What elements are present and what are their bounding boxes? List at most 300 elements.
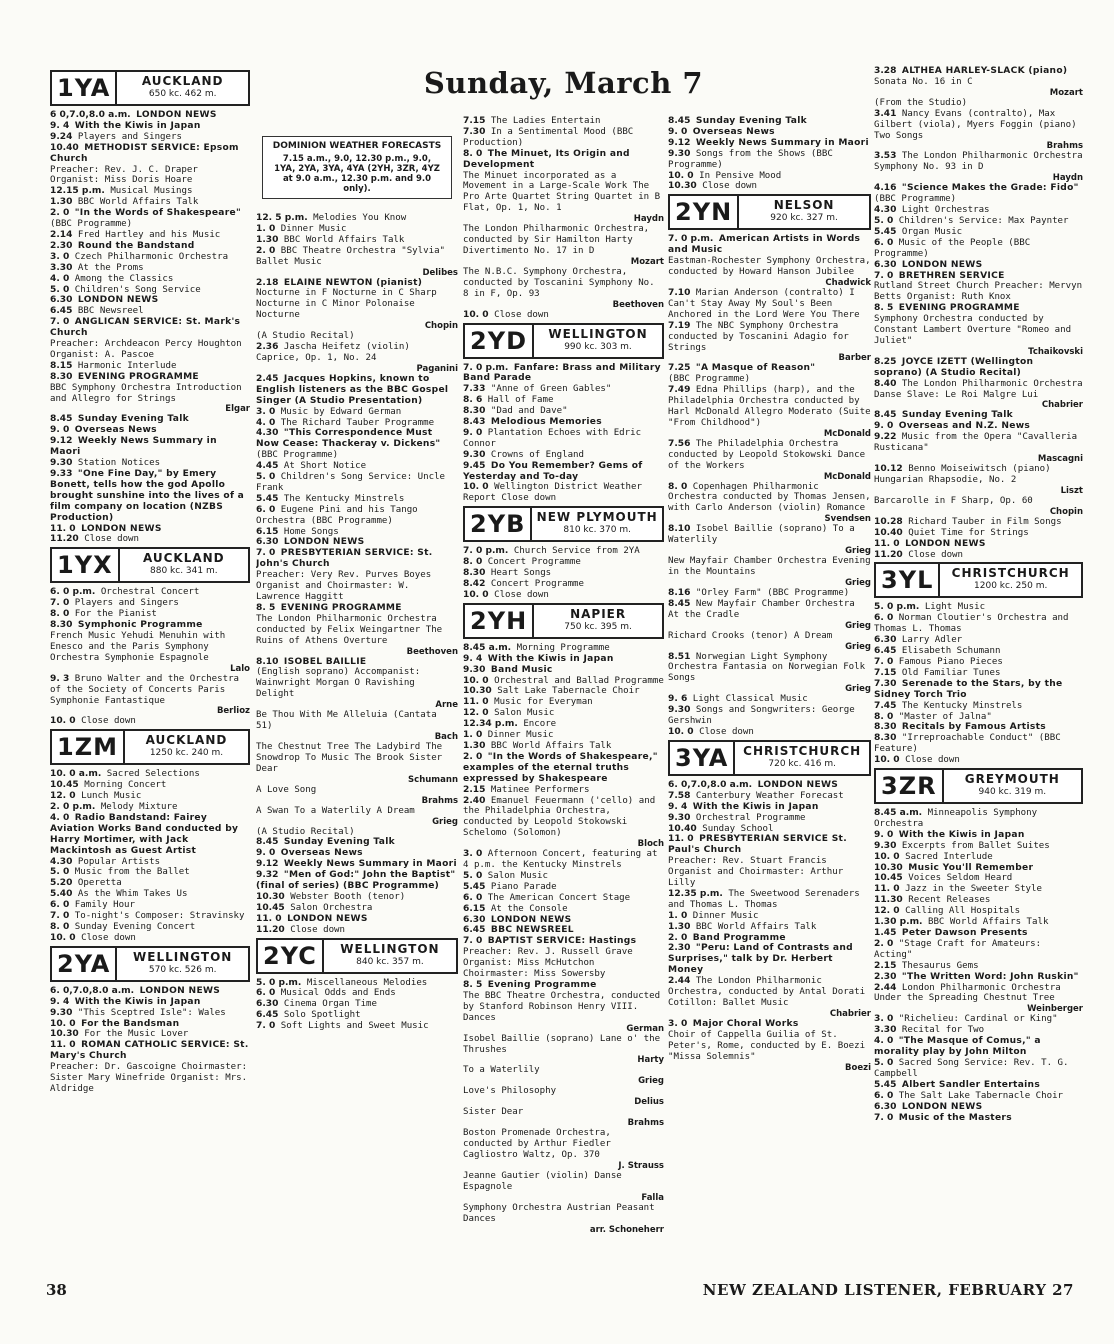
programme-entry [668,363,871,374]
station-info [117,75,248,101]
entry-time: 5.20 [50,878,73,889]
entry-text: Nocturne in F Nocturne in C Sharp Nocturne in C Minor Polonaise Nocturne [256,288,437,321]
programme-entry [668,791,871,802]
entry-text: Fanfare: Brass and Military Band Parade [463,362,661,384]
programme-entry [256,224,458,235]
entry-time: 12.34 p.m. [463,719,518,730]
entry-text: With the Kiwis in Japan [692,801,819,812]
programme-entry [256,461,458,472]
entry-time: 3. 0 [874,1014,894,1025]
entry-text: Nancy Evans (contralto), Max Gilbert (viola), Myers Foggin (piano) Two Songs [874,108,1077,141]
composer: Bloch [637,839,664,850]
station-header [50,70,250,106]
entry-text: Copenhagen Philharmonic Orchestra conducted by Thomas Jensen, with Carlo Anderson (violin) Romance [668,481,871,514]
entry-text: Peter Dawson Presents [901,928,1028,938]
entry-text: Choir of Cappella Guilia of St. Peter's, Rome, conducted by E. Boezi "Missa Solemnis" [668,1029,866,1062]
programme-entry [50,1008,250,1019]
programme-entry [463,654,664,665]
entry-text: Wellington District Weather Report Close down [463,482,642,504]
composer: McDonald [823,428,871,439]
entry-time: 7. 0 [50,598,70,609]
station-logo: 1ZM [52,731,125,763]
entry-text: Dinner Music [280,223,347,234]
programme-entry [668,288,871,321]
programme-entry [50,867,250,878]
entry-text: LONDON NEWS [757,779,839,790]
entry-time: 8.30 [463,568,486,579]
programme-entry [256,235,458,246]
entry-text: Close down [699,726,754,737]
entry-text: A Love Song [256,784,317,795]
entry-time: 9.33 [50,469,73,479]
entry-time: 10. 0 [463,309,489,320]
entry-time: 2.30 [874,971,897,982]
programme-entry [50,889,250,900]
programme-entry [50,295,250,306]
programme-entry [50,436,250,458]
composer: Haydn [1052,173,1083,184]
entry-text: Be Thou With Me Alleluia (Cantata 51) [256,710,437,732]
entry-text: JOYCE IZETT (Wellington soprano) (A Studio Recital) [874,356,1034,378]
programme-entry [874,679,1083,701]
programme-entry [50,143,250,165]
entry-time: 6.45 [874,646,897,657]
programme-entry [50,110,250,121]
station-info [944,773,1081,799]
column-2 [256,124,458,1032]
programme-entry [463,991,664,1034]
entry-text: To a Waterlily [463,1065,540,1076]
entry-text: The NBC Symphony Orchestra conducted by Toscanini Adagio for Strings [668,320,849,353]
entry-text: Recitals by Famous Artists [901,722,1046,733]
composer: Delibes [422,267,458,278]
programme-entry [256,925,458,936]
entry-time: 8.30 [463,406,486,417]
station-frequency: 750 kc. 395 m. [564,621,632,632]
entry-time: 10.30 [463,686,492,697]
entry-text: Afternoon Concert, featuring at 4 p.m. the Kentucky Minstrels [463,849,658,871]
entry-time: 9.22 [874,432,897,443]
programme-entry [874,928,1083,939]
station-frequency: 720 kc. 416 m. [768,758,836,769]
composer: Beethoven [406,646,458,657]
entry-time: 11.20 [50,534,79,545]
entry-time: 11. 0 [256,913,282,924]
station-frequency: 990 kc. 303 m. [564,341,632,352]
station-logo: 1YA [52,72,117,104]
entry-text: "This Correspondence Must Now Cease: Thackeray v. Dickens" [256,428,441,450]
programme-entry [463,947,664,980]
entry-text: Piano Parade [490,881,557,892]
entry-time: 9. 4 [50,120,70,131]
entry-time: 10.40 [668,823,697,834]
programme-entry [463,980,664,991]
programme-entry [463,406,664,417]
entry-time: 8. 5 [874,303,894,314]
entry-time: 6.45 [256,1010,279,1021]
entry-text: Albert Sandler Entertains [901,1079,1041,1090]
programme-entry [463,730,664,741]
entry-text: Close down [290,924,345,935]
programme-entry [256,570,458,603]
entry-time: 10. 0 [50,932,76,943]
programme-entry [50,252,250,263]
entry-text: Melodies You Know [313,213,407,223]
entry-text: The London Philharmonic Orchestra, conducted by Antal Dorati Cotillon: Ballet Music [668,976,866,1008]
programme-entry [463,590,664,601]
programme-entry [874,464,1083,496]
programme-entry [668,171,871,182]
entry-text: The Sweetwood Serenaders and Thomas L. Thomas [668,888,860,910]
entry-text: "A Masque of Reason" [695,363,816,374]
entry-text: Radio Bandstand: Fairey Aviation Works Band conducted by Harry Mortimer, with Jack Mackintosh as Guest Artist [50,812,239,856]
entry-time: 8.45 [256,837,279,848]
entry-time: 8.30 [50,620,73,631]
weather-forecast-box [262,136,452,199]
entry-time: 7. 0 [463,936,483,947]
station-city: WELLINGTON [548,326,648,341]
programme-entry [463,925,664,936]
programme-entry [463,116,664,127]
entry-text: Preacher: Rev. Stuart Francis Organist and Choirmaster: Arthur Lilly [668,856,844,889]
entry-time: 4. 0 [50,812,70,823]
entry-text: Encore [523,719,557,730]
entry-text: Isobel Baillie (soprano) Lane o' the Thrushes [463,1033,661,1055]
entry-time: 10.30 [256,891,285,902]
entry-text: At the Console [490,903,568,914]
entry-time: 1.45 [874,928,897,938]
entry-time: 12. 5 p.m. [256,213,308,223]
entry-time: 5. 0 p.m. [256,977,302,988]
entry-time: 10.40 [874,527,903,538]
entry-time: 7. 0 [874,656,894,667]
programme-entry [463,428,664,450]
programme-entry [50,165,250,187]
entry-text: For the Music Lover [84,1029,189,1040]
station-header [463,506,664,542]
station-info [117,951,248,977]
entry-text: Preacher: Rev. J. C. Draper Organist: Miss Doris Hoare [50,164,198,186]
station-city: NELSON [773,198,835,213]
station-logo: 3YL [876,564,940,596]
entry-text: Recent Releases [908,895,991,906]
entry-time: 1.30 [50,197,73,208]
entry-text: Marian Anderson (contralto) I Can't Stay Away My Soul's Been Anchored in the Lord Were You There [668,287,860,320]
entry-time: 6 0,7.0,8.0 a.m. [50,110,131,120]
station-header [463,603,664,639]
entry-time: 10. 0 [50,1018,76,1029]
entry-time: 4.16 [874,183,897,194]
station-header [50,547,250,583]
entry-text: Fred Hartley and his Music [77,229,221,240]
programme-entry [874,917,1083,928]
programme-entry [874,1036,1083,1058]
entry-time: 3. 0 [50,251,70,262]
programme-entry [50,813,250,857]
entry-text: Family Hour [74,900,135,911]
programme-entry [256,288,458,331]
programme-entry [463,665,664,676]
entry-time: 5. 0 [50,867,70,878]
entry-time: 2. 0 [463,751,483,762]
programme-entry [256,785,458,806]
composer: Boezi [845,1062,871,1073]
programme-entry [256,978,458,989]
entry-time: 4.30 [256,428,279,439]
programme-entry [50,339,250,361]
entry-time: 12.15 p.m. [50,186,105,197]
station-info [534,328,662,354]
entry-text: LONDON NEWS [287,913,368,924]
entry-text: LONDON NEWS [77,295,159,306]
programme-entry [874,98,1083,109]
entry-text: BBC World Affairs Talk [283,234,405,245]
entry-time: 7. 0 [50,911,70,922]
programme-entry [668,181,871,192]
entry-text: Czech Philharmonic Orchestra [74,251,229,262]
page-title: Sunday, March 7 [423,66,704,100]
entry-time: 2.40 [463,795,486,806]
entry-text: Concert Programme [487,557,581,568]
entry-text: Orchestral Programme [695,812,806,823]
programme-entry [256,603,458,614]
entry-time: 5. 0 [874,1057,894,1068]
programme-entry [256,848,458,859]
entry-time: 1. 0 [668,910,688,921]
entry-text: New Mayfair Chamber Orchestra Evening in the Mountains [668,556,871,577]
programme-entry [874,1080,1083,1091]
station-city: AUCKLAND [145,733,228,748]
station-header [668,740,871,776]
entry-text: Weekly News Summary in Maori [695,137,869,148]
programme-entry [50,857,250,868]
entry-time: 7. 0 [874,1112,894,1123]
entry-time: 5. 0 [874,215,894,226]
entry-text: Weekly News Summary in Maori [283,859,457,870]
entry-time: 12. 0 [50,791,76,802]
programme-entry [463,1034,664,1066]
entry-time: 6. 0,7.0,8.0 a.m. [668,779,753,790]
entry-text: The Kentucky Minstrels [283,493,405,504]
programme-entry [463,568,664,579]
entry-text: The Richard Tauber Programme [280,417,435,428]
programme-entry [874,1102,1083,1113]
entry-text: French Music Yehudi Menuhin with Enesco and the Paris Symphony Orchestra Symphonie Espagnole [50,630,226,663]
programme-entry [463,686,664,697]
entry-text: "Stage Craft for Amateurs: Acting" [874,938,1042,960]
entry-time: 7. 0 [874,270,894,281]
station-logo: 2YA [52,948,117,980]
entry-text: The Philadelphia Orchestra conducted by Leopold Stokowski Dance of the Workers [668,438,866,471]
entry-time: 1.30 [463,740,486,751]
station-logo: 3ZR [876,770,944,802]
entry-time: 10. 0 [463,675,489,686]
entry-time: 9.24 [50,131,73,142]
entry-time: 9. 0 [50,425,70,436]
entry-text: Richard Crooks (tenor) A Dream [668,630,833,641]
programme-entry [50,263,250,274]
programme-entry [256,494,458,505]
entry-text: Sunday Evening Talk [695,116,807,126]
entry-text: BBC Theatre Orchestra "Sylvia" Ballet Music [256,245,446,267]
entry-text: EVENING PROGRAMME [898,303,1020,314]
entry-time: 2. 0 [668,932,688,943]
entry-text: Sonata No. 16 in C [874,76,973,87]
entry-time: 8.10 [668,524,691,535]
entry-text: Norwegian Light Symphony Orchestra Fantasia on Norwegian Folk Songs [668,651,866,684]
entry-text: ANGLICAN SERVICE: St. Mark's Church [50,317,241,339]
entry-time: 8.30 [874,722,897,733]
entry-time: 2.36 [256,342,279,353]
programme-entry [874,635,1083,646]
entry-text: Eugene Pini and his Tango Orchestra (BBC Programme) [256,504,418,526]
entry-time: 7.56 [668,438,691,449]
entry-text: Close down [905,755,960,766]
programme-entry [874,216,1083,227]
entry-time: 7.25 [668,363,691,374]
entry-text: Sunday School [702,823,774,834]
entry-text: Music by Edward German [280,406,402,417]
entry-text: Dinner Music [487,730,554,741]
programme-entry [463,697,664,708]
entry-time: 8. 0 [50,609,70,620]
entry-time: 6. 0 [50,900,70,911]
programme-entry [668,524,871,556]
programme-entry [256,428,458,450]
entry-time: 8.30 [50,371,73,382]
programme-entry [874,1014,1083,1025]
programme-entry [463,557,664,568]
station-info [940,567,1081,593]
programme-entry [874,379,1083,411]
programme-entry [50,1029,250,1040]
programme-entry [256,331,458,342]
entry-time: 9.30 [874,840,897,851]
entry-time: 3.30 [50,262,73,273]
entry-time: 2.30 [50,240,73,251]
programme-entry [668,374,871,385]
composer: Berlioz [216,706,250,717]
column-1 [50,68,250,1095]
programme-entry [668,933,871,944]
station-logo: 2YC [258,940,324,972]
entry-text: BBC World Affairs Talk [927,917,1049,928]
entry-text: LONDON NEWS [905,538,986,549]
entry-text: ROMAN CATHOLIC SERVICE: St. Mary's Church [50,1040,249,1062]
programme-entry [874,194,1083,205]
entry-text: Sister Dear [463,1107,524,1118]
entry-text: Morning Programme [516,642,610,653]
programme-entry [256,374,458,407]
entry-time: 10.12 [874,464,903,475]
entry-time: 5.45 [256,493,279,504]
programme-entry [668,911,871,922]
programme-entry [874,314,1083,357]
programme-entry [668,599,871,631]
programme-entry [874,1025,1083,1036]
weather-heading: DOMINION WEATHER FORECASTS [272,141,442,151]
station-header [874,768,1083,804]
entry-time: 10. 0 [668,726,694,737]
entry-time: 9. 0 [256,848,276,859]
composer: Bach [434,731,458,742]
programme-entry [874,701,1083,712]
composer: Harty [637,1055,664,1066]
station-city: GREYMOUTH [964,772,1060,787]
entry-text: Music of the People (BBC Programme) [874,237,1031,259]
programme-entry [463,719,664,730]
entry-time: 10.45 [874,873,903,884]
entry-text: ALTHEA HARLEY-SLACK (piano) [901,66,1068,76]
entry-text: Salon Orchestra [290,902,373,913]
column-4 [668,116,871,1073]
entry-time: 9. 0 [874,421,894,432]
entry-text: Overseas News [280,848,363,859]
programme-entry [874,303,1083,314]
programme-entry [50,274,250,285]
entry-text: At the Proms [77,262,144,273]
station-frequency: 650 kc. 462 m. [148,89,217,99]
entry-text: PRESBYTERIAN SERVICE St. Paul's Church [668,834,847,856]
entry-text: ELAINE NEWTON (pianist) [283,277,423,288]
programme-entry [668,652,871,695]
composer: Mozart [1049,87,1083,98]
entry-text: Emanuel Feuermann ('cello) and the Philadelphia Orchestra, conducted by Leopold Stokowski Schelomo (Solomon) [463,795,656,839]
entry-text: BBC World Affairs Talk [77,197,199,208]
programme-entry [668,556,871,588]
programme-entry [50,1062,250,1095]
programme-entry [463,785,664,796]
entry-time: 8.45 a.m. [874,808,923,819]
programme-entry [463,904,664,915]
entry-time: 6. 0 [256,988,276,999]
programme-entry [50,878,250,889]
entry-text: (BBC Programme) [50,219,133,230]
entry-time: 9.30 [668,148,691,159]
programme-entry [874,421,1083,432]
entry-time: 9. 0 [668,126,688,137]
composer: Haydn [633,214,664,225]
entry-text: LONDON NEWS [283,537,365,548]
programme-entry [256,999,458,1010]
programme-entry [463,450,664,461]
entry-time: 4.30 [50,856,73,867]
entry-time: 12.35 p.m. [668,888,723,899]
entry-text: Band Music [490,664,553,675]
programme-entry [50,469,250,524]
entry-time: 9. 3 [50,673,70,684]
programme-entry [50,524,250,535]
entry-time: 11. 0 [874,884,900,895]
entry-time: 8.10 [256,656,279,667]
entry-text: Musical Musings [110,186,193,197]
entry-time: 11. 0 [668,834,694,845]
programme-entry [256,657,458,668]
programme-entry [256,246,458,278]
entry-time: 10. 0 [463,589,489,600]
entry-text: Dinner Music [692,910,759,921]
programme-entry [668,321,871,364]
weather-times: 7.15 a.m., 9.0, 12.30 p.m., 9.0, 1YA, 2YA, 3YA, 4YA (2YH, 3ZR, 4YZ at 9.0 a.m., 12.30 p.m. and 9.0 only). [274,154,440,194]
programme-entry [463,1086,664,1107]
programme-entry [256,407,458,418]
entry-time: 7.15 [463,116,486,126]
entry-text: Church Service from 2YA [513,546,640,557]
station-city: AUCKLAND [141,74,224,88]
entry-time: 7.58 [668,790,691,801]
entry-time: 6.30 [874,635,897,646]
entry-text: "This Sceptred Isle": Wales [77,1007,226,1018]
